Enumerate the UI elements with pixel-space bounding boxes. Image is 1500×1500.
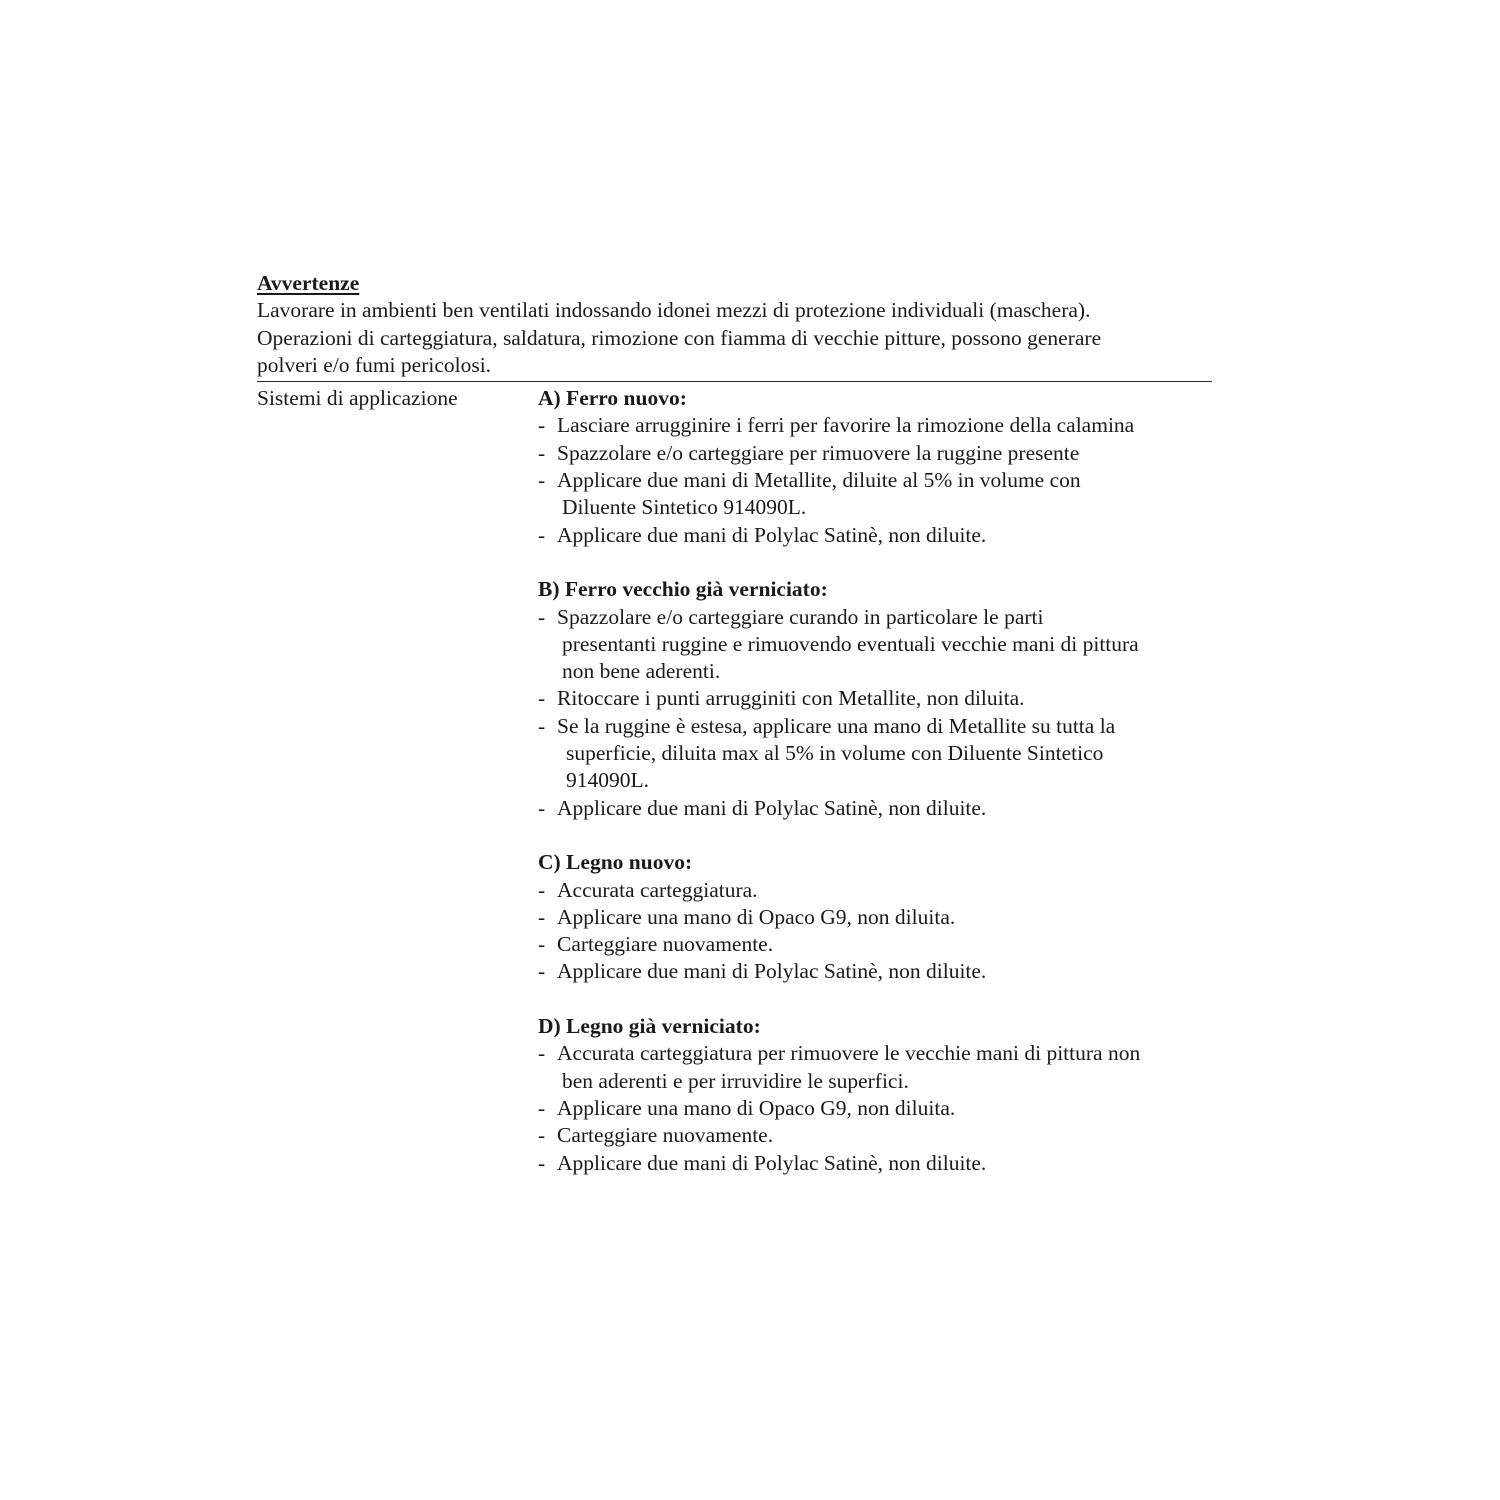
application-systems-row — [257, 385, 1212, 1177]
section-title: B) Ferro vecchio già verniciato: — [538, 577, 828, 602]
list-item-text — [557, 412, 1212, 439]
list-item — [538, 1095, 1212, 1122]
list-item-line: Ritoccare i punti arrugginiti con Metallite, non diluita. — [557, 686, 1025, 711]
list-item — [538, 685, 1212, 712]
list-item-line: Carteggiare nuovamente. — [557, 1123, 774, 1148]
list-item-line: Applicare due mani di Metallite, diluite al 5% in volume con — [557, 468, 1081, 493]
application-section — [538, 576, 1212, 822]
list-item — [538, 1040, 1212, 1095]
section-title: D) Legno già verniciato: — [538, 1014, 761, 1039]
list-item-text — [557, 1095, 1212, 1122]
warnings-line: Lavorare in ambienti ben ventilati indossando idonei mezzi di protezione individuali (maschera). — [257, 298, 1091, 323]
list-item-line: Spazzolare e/o carteggiare curando in particolare le parti — [557, 604, 1044, 629]
dash-bullet: - — [538, 904, 546, 929]
list-item-line: Applicare due mani di Polylac Satinè, non diluite. — [557, 959, 987, 984]
section-title: A) Ferro nuovo: — [538, 386, 687, 411]
list-item-line: 914090L. — [566, 768, 650, 793]
dash-bullet: - — [538, 686, 546, 711]
list-item-line: non bene aderenti. — [562, 659, 721, 684]
dash-bullet: - — [538, 1150, 546, 1175]
warnings-line: polveri e/o fumi pericolosi. — [257, 352, 492, 377]
list-item-text — [557, 795, 1212, 822]
section-title: C) Legno nuovo: — [538, 850, 693, 875]
dash-bullet: - — [538, 795, 546, 820]
warnings-line: Operazioni di carteggiatura, saldatura, rimozione con fiamma di vecchie pitture, possono generare — [257, 325, 1102, 350]
list-item-text — [557, 958, 1212, 985]
list-item — [538, 795, 1212, 822]
dash-bullet: - — [538, 1095, 546, 1120]
application-section — [538, 1013, 1212, 1177]
document-body — [257, 270, 1212, 1177]
list-item — [538, 877, 1212, 904]
list-item-text — [557, 904, 1212, 931]
dash-bullet: - — [538, 440, 546, 465]
list-item — [538, 904, 1212, 931]
list-item — [538, 467, 1212, 522]
dash-bullet: - — [538, 959, 546, 984]
dash-bullet: - — [538, 932, 546, 957]
dash-bullet: - — [538, 604, 546, 629]
list-item-line: Applicare due mani di Polylac Satinè, non diluite. — [557, 1150, 987, 1175]
warnings-section — [257, 270, 1212, 379]
list-item-line: superficie, diluita max al 5% in volume con Diluente Sintetico — [566, 741, 1104, 766]
section-divider — [257, 381, 1212, 382]
application-systems-label: Sistemi di applicazione — [257, 386, 458, 411]
list-item-text — [557, 467, 1212, 522]
list-item — [538, 958, 1212, 985]
list-item-line: Diluente Sintetico 914090L. — [562, 495, 807, 520]
list-item — [538, 440, 1212, 467]
list-item-line: presentanti ruggine e rimuovendo eventuali vecchie mani di pittura — [562, 631, 1139, 656]
list-item-line: Se la ruggine è estesa, applicare una mano di Metallite su tutta la — [557, 713, 1116, 738]
list-item-text — [557, 713, 1212, 795]
list-item-line: Applicare una mano di Opaco G9, non diluita. — [557, 1095, 956, 1120]
list-item-line: Applicare una mano di Opaco G9, non diluita. — [557, 904, 956, 929]
dash-bullet: - — [538, 713, 546, 738]
dash-bullet: - — [538, 468, 546, 493]
list-item-line: ben aderenti e per irruvidire le superfici. — [562, 1068, 909, 1093]
list-item-text — [557, 522, 1212, 549]
list-item — [538, 931, 1212, 958]
dash-bullet: - — [538, 413, 546, 438]
dash-bullet: - — [538, 877, 546, 902]
list-item-text — [557, 604, 1212, 686]
list-item-text — [557, 440, 1212, 467]
list-item-line: Lasciare arrugginire i ferri per favorire la rimozione della calamina — [557, 413, 1135, 438]
list-item-text — [557, 1122, 1212, 1149]
application-section — [538, 849, 1212, 985]
list-item-line: Carteggiare nuovamente. — [557, 932, 774, 957]
list-item-text — [557, 877, 1212, 904]
list-item-text — [557, 1040, 1212, 1095]
list-item-line: Accurata carteggiatura. — [557, 877, 758, 902]
list-item — [538, 412, 1212, 439]
list-item-text — [557, 685, 1212, 712]
warnings-title: Avvertenze — [257, 271, 360, 295]
list-item-text — [557, 1150, 1212, 1177]
list-item — [538, 713, 1212, 795]
list-item — [538, 1150, 1212, 1177]
list-item — [538, 1122, 1212, 1149]
list-item-line: Applicare due mani di Polylac Satinè, non diluite. — [557, 522, 987, 547]
list-item-line: Accurata carteggiatura per rimuovere le vecchie mani di pittura non — [557, 1041, 1141, 1066]
list-item — [538, 604, 1212, 686]
list-item-line: Applicare due mani di Polylac Satinè, non diluite. — [557, 795, 987, 820]
list-item-text — [557, 931, 1212, 958]
dash-bullet: - — [538, 1123, 546, 1148]
application-section — [538, 385, 1212, 549]
dash-bullet: - — [538, 1041, 546, 1066]
list-item — [538, 522, 1212, 549]
application-systems-content — [538, 385, 1212, 1177]
dash-bullet: - — [538, 522, 546, 547]
list-item-line: Spazzolare e/o carteggiare per rimuovere la ruggine presente — [557, 440, 1080, 465]
